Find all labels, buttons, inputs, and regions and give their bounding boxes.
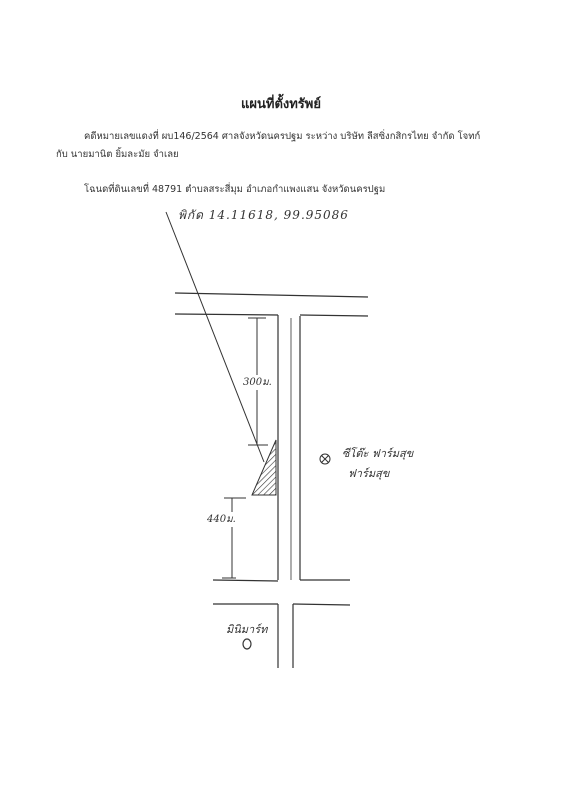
distance-upper-label: 300ม.	[243, 377, 272, 388]
circle-x-icon	[320, 454, 330, 464]
case-line-2: กับ นายมานิต ยิ้มละมัย จำเลย	[56, 149, 179, 160]
main-road-bottom-edge-left	[175, 314, 278, 315]
origin-label: มินิมาร์ท	[226, 623, 268, 636]
document-title: แผนที่ตั้งทรัพย์	[241, 97, 321, 112]
landmark-label-line-2: ฟาร์มสุข	[348, 467, 390, 480]
landmark-label-line-1: ซีโต๊ะ ฟาร์มสุข	[342, 447, 414, 460]
pointer-line	[166, 212, 264, 462]
cross-road-top-edge-left	[213, 580, 278, 581]
circle-o-icon	[243, 639, 251, 649]
coordinates-label: พิกัด 14.11618, 99.95086	[178, 208, 349, 222]
cross-road-bottom-edge-right	[293, 604, 350, 605]
main-road-bottom-edge-right	[300, 315, 368, 316]
land-parcel	[252, 440, 276, 495]
deed-line: โฉนดที่ดินเลขที่ 48791 ตำบลสระสี่มุม อำเภอกำแพงแสน จังหวัดนครปฐม	[84, 184, 386, 195]
case-line-1: คดีหมายเลขแดงที่ ผบ146/2564 ศาลจังหวัดนครปฐม ระหว่าง บริษัท ลีสซิ่งกสิกรไทย จำกัด โจทก์	[84, 131, 481, 142]
distance-lower-label: 440ม.	[207, 514, 236, 525]
main-road-top-edge	[175, 293, 368, 297]
